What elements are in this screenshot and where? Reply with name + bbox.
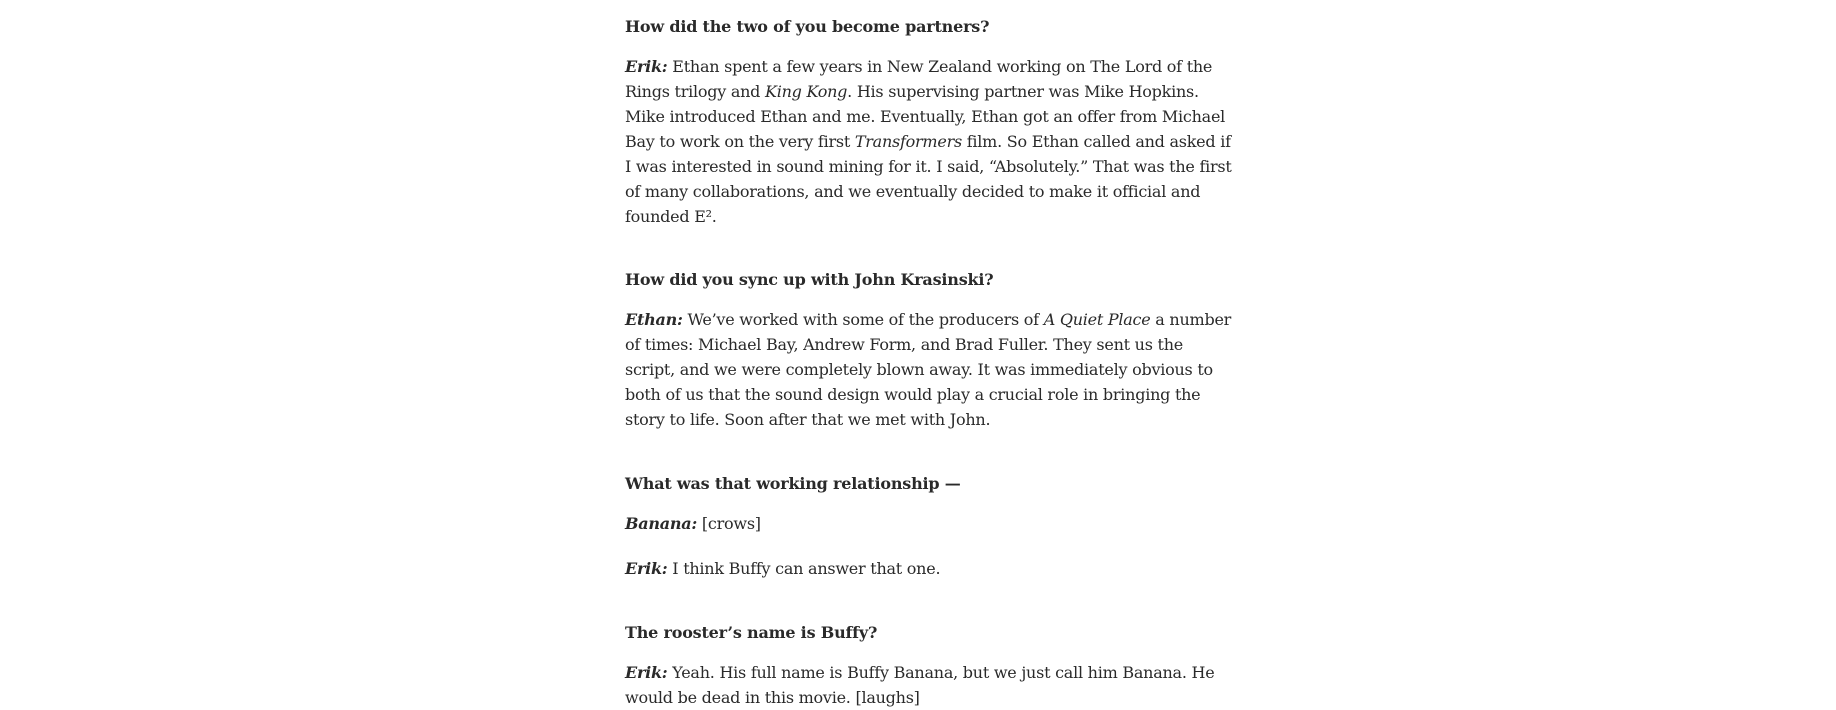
qa-section: [625, 432, 1235, 581]
interview-answer: [625, 511, 1235, 536]
answer-text: [crows]: [697, 514, 761, 533]
interview-question: How did the two of you become partners?: [625, 17, 990, 36]
qa-section: [625, 229, 1235, 432]
answer-text: . His supervising partner was Mike Hopkins. Mike introduced Ethan and me. Eventually, Ethan got an offer from Michael Bay to work on the very first: [625, 82, 1226, 151]
film-title: A Quiet Place: [1043, 310, 1151, 329]
interview-answer: [625, 54, 1235, 229]
speaker-name: Erik:: [625, 57, 668, 76]
answer-text: a number of times: Michael Bay, Andrew Form, and Brad Fuller. They sent us the script, and we were completely blown away. It was immediately obvious to both of us that the sound design would play a crucial role in bringing the story to life. Soon after that we met with John.: [625, 310, 1232, 429]
answer-text: film. So Ethan called and asked if I was interested in sound mining for it. I said, “Absolutely.” That was the first of many collaborations, and we eventually decided to make it official and founded E².: [625, 132, 1232, 226]
qa-section: [625, 581, 1235, 710]
answer-text: Yeah. His full name is Buffy Banana, but we just call him Banana. He would be dead in this movie. [laughs]: [625, 663, 1215, 707]
film-title: King Kong: [765, 82, 848, 101]
speaker-name: Ethan:: [625, 310, 683, 329]
qa-section: [625, 0, 1235, 229]
speaker-name: Erik:: [625, 663, 668, 682]
interview-question: How did you sync up with John Krasinski?: [625, 270, 994, 289]
answer-text: I think Buffy can answer that one.: [667, 559, 941, 578]
film-title: Transformers: [854, 132, 962, 151]
interview-answer: [625, 660, 1235, 710]
speaker-name: Banana:: [625, 514, 698, 533]
interview-question: What was that working relationship —: [625, 474, 961, 493]
speaker-name: Erik:: [625, 559, 668, 578]
interview-article: [625, 0, 1235, 710]
interview-answer: [625, 556, 1235, 581]
interview-question: The rooster’s name is Buffy?: [625, 623, 878, 642]
interview-answer: [625, 307, 1235, 432]
answer-text: We’ve worked with some of the producers of: [682, 310, 1044, 329]
answer-text: Ethan spent a few years in New Zealand working on The Lord of the Rings trilogy and: [625, 57, 1213, 101]
